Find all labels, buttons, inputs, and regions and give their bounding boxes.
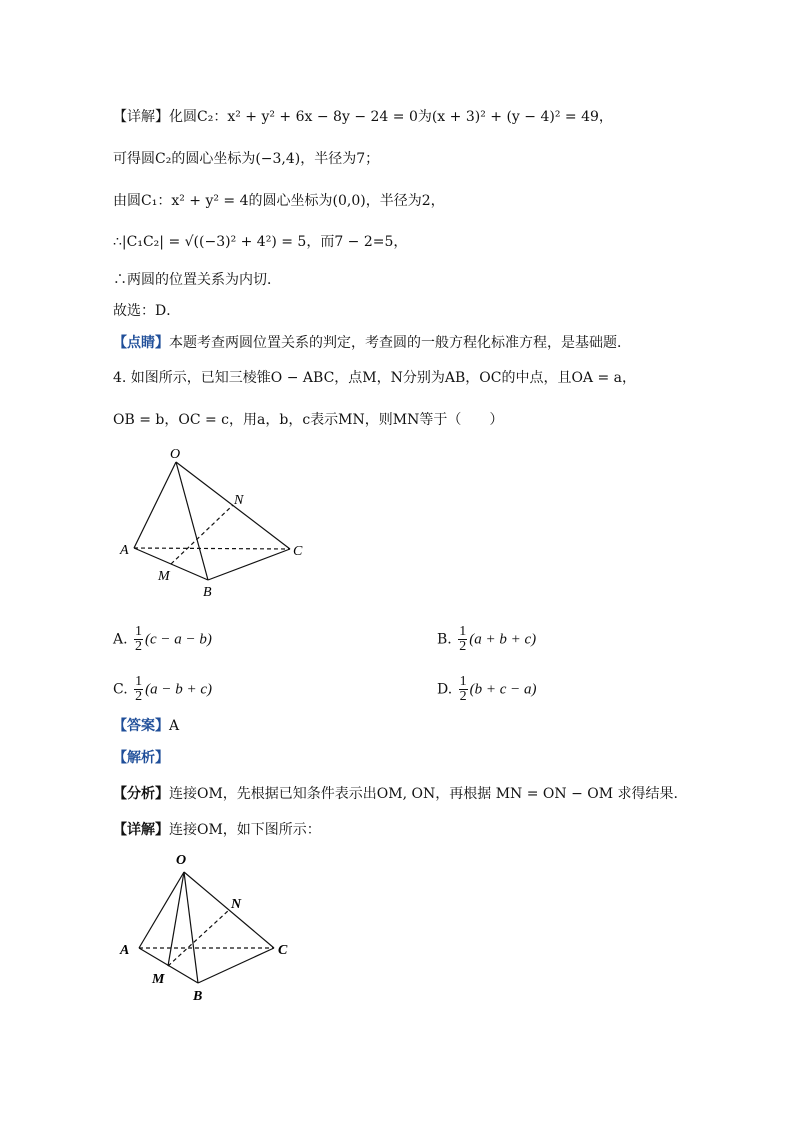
analysis-summary-text: 连接OM，先根据已知条件表示出OM, ON，再根据 MN = ON − OM 求得结果. — [169, 786, 678, 802]
option-a-fraction: $\frac{1}{2}$ — [135, 624, 143, 654]
option-c[interactable] — [113, 675, 212, 704]
analysis-summary-line — [113, 784, 754, 804]
edge-OB — [184, 872, 198, 983]
solution-line-4: ∴|C₁C₂| = √((−3)² + 4²) = 5，而7 − 2=5， — [113, 234, 408, 250]
solution-line-5: ∴两圆的位置关系为内切． — [113, 272, 281, 288]
segment-MN — [168, 910, 229, 966]
detail-text: 连接OM，如下图所示： — [169, 822, 321, 838]
label-A: A — [120, 543, 129, 558]
label-B: B — [203, 585, 212, 600]
solution-line-2: 可得圆C₂的圆心坐标为(−3,4)，半径为7； — [113, 151, 380, 167]
detail-line — [113, 820, 754, 840]
option-b-letter: B. — [437, 631, 452, 648]
option-a-expr: (c − a − b) — [145, 631, 212, 648]
analysis-summary-tag: 【分析】 — [113, 786, 169, 802]
solution-line-6: 故选：D． — [113, 303, 181, 319]
label-N: N — [234, 493, 244, 508]
answer-line — [113, 716, 754, 736]
edge-OB — [176, 462, 208, 580]
option-c-fraction: $\frac{1}{2}$ — [135, 674, 143, 704]
option-b-expr: (a + b + c) — [469, 631, 537, 648]
tip-line — [113, 333, 754, 353]
analysis-line — [113, 748, 754, 768]
option-c-expr: (a − b + c) — [145, 681, 213, 698]
label-C: C — [293, 544, 303, 559]
figure-tetrahedron-1 — [110, 442, 330, 602]
option-b-fraction: $\frac{1}{2}$ — [459, 624, 467, 654]
label-A: A — [120, 943, 130, 958]
label-C: C — [278, 943, 288, 958]
question-4-line-1: 4. 如图所示，已知三棱锥O − ABC，点M，N分别为AB，OC的中点，且OA = a， — [113, 370, 637, 386]
answer-tag: 【答案】 — [113, 718, 169, 734]
question-4-line-2: OB = b，OC = c，用a，b，c表示MN，则MN等于（ ） — [113, 412, 504, 428]
option-d-letter: D. — [437, 681, 453, 698]
option-a[interactable] — [113, 625, 212, 654]
label-B: B — [193, 989, 203, 1004]
edge-BC — [198, 948, 274, 983]
edge-OA — [134, 462, 176, 548]
tip-text: 本题考查两圆位置关系的判定，考查圆的一般方程化标准方程，是基础题． — [169, 335, 631, 351]
edge-AC-hidden — [134, 548, 290, 549]
label-M: M — [152, 972, 165, 987]
option-a-letter: A. — [113, 631, 128, 648]
label-O: O — [176, 853, 187, 868]
solution-line-3: 由圆C₁：x² + y² = 4的圆心坐标为(0,0)，半径为2， — [113, 193, 445, 209]
option-b[interactable] — [437, 625, 536, 654]
analysis-tag: 【解析】 — [113, 750, 169, 766]
option-d-fraction: $\frac{1}{2}$ — [459, 674, 467, 704]
answer-value: A — [169, 718, 180, 734]
option-d[interactable] — [437, 675, 537, 704]
tip-tag: 【点睛】 — [113, 335, 169, 351]
label-N: N — [231, 897, 242, 912]
option-c-letter: C. — [113, 681, 128, 698]
solution-line-1: 【详解】化圆C₂：x² + y² + 6x − 8y − 24 = 0为(x + 3)² + (y − 4)² = 49， — [113, 109, 613, 125]
figure-tetrahedron-2 — [112, 850, 332, 1010]
label-O: O — [170, 447, 181, 462]
segment-MN — [171, 505, 233, 564]
label-M: M — [158, 569, 170, 584]
edge-OC — [184, 872, 274, 948]
edge-BC — [208, 549, 290, 580]
option-d-expr: (b + c − a) — [469, 681, 537, 698]
detail-tag: 【详解】 — [113, 822, 169, 838]
